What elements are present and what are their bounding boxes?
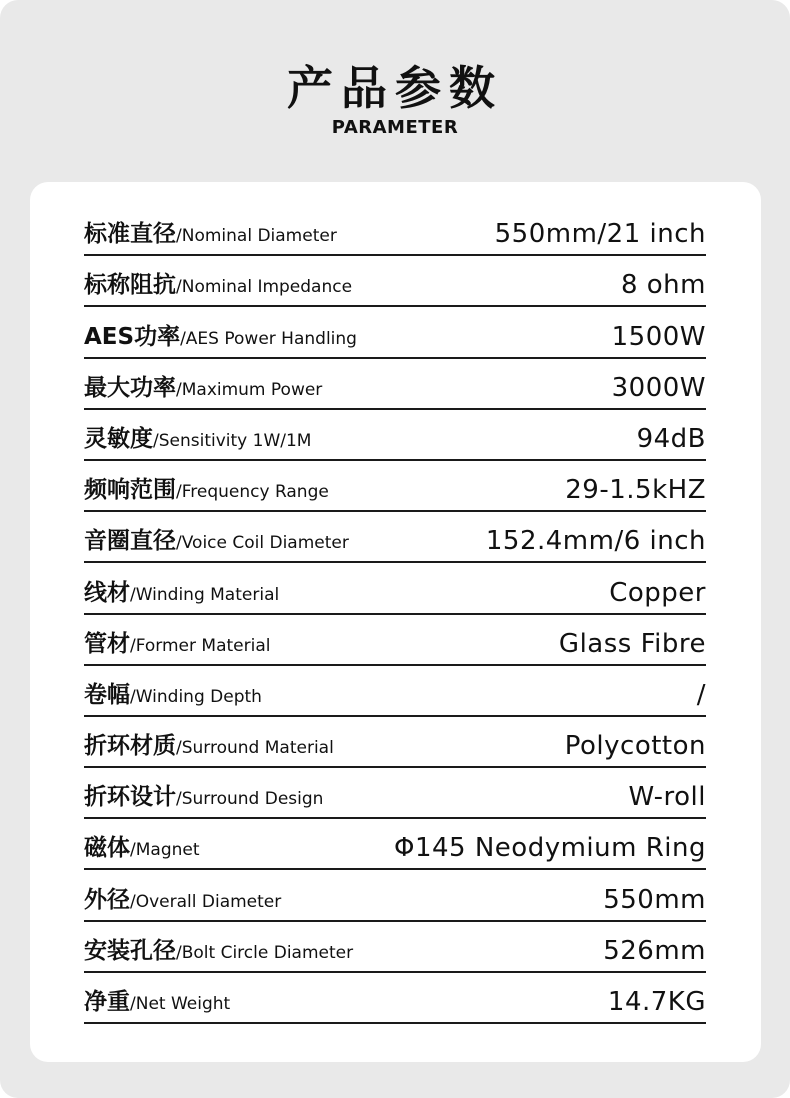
parameter-table [84, 205, 706, 1024]
param-label-en: /Winding Depth [130, 686, 262, 707]
param-label-zh: 线材 [84, 579, 130, 606]
param-value: Φ145 Neodymium Ring [394, 833, 706, 864]
param-value: 14.7KG [607, 987, 706, 1017]
param-row [84, 307, 706, 358]
param-label-en: /Frequency Range [176, 482, 329, 503]
param-label [84, 932, 353, 971]
param-label [84, 625, 270, 664]
param-label-zh: 外径 [84, 886, 130, 913]
param-value: 152.4mm/6 inch [485, 526, 706, 557]
param-label [84, 778, 323, 817]
param-value: W-roll [628, 782, 706, 813]
param-label [84, 522, 349, 561]
param-row [84, 615, 706, 666]
param-row [84, 819, 706, 870]
param-value: 550mm [603, 884, 706, 915]
param-label [84, 420, 311, 459]
param-value: 526mm [603, 935, 706, 966]
param-label-en: /Maximum Power [176, 379, 323, 400]
param-label [84, 471, 329, 510]
param-label-en: /Sensitivity 1W/1M [153, 430, 312, 451]
param-label [84, 881, 281, 920]
param-value: Polycotton [564, 731, 706, 762]
param-value: / [696, 679, 706, 710]
param-label-zh: 标准直径 [84, 221, 176, 248]
param-label-zh: 灵敏度 [84, 425, 153, 452]
param-label-zh: 管材 [84, 630, 130, 657]
param-row [84, 666, 706, 717]
param-value: 8 ohm [620, 270, 706, 301]
param-label-zh: 频响范围 [84, 477, 176, 504]
param-label-en: /Voice Coil Diameter [176, 533, 349, 554]
param-row [84, 256, 706, 307]
param-label-zh: 折环设计 [84, 784, 176, 811]
param-row [84, 461, 706, 512]
param-label-zh: 净重 [84, 989, 130, 1015]
param-label-en: /Nominal Impedance [176, 277, 353, 298]
param-label-zh: 安装孔径 [84, 937, 176, 964]
param-row [84, 512, 706, 563]
param-label [84, 983, 230, 1022]
param-row [84, 922, 706, 973]
param-value: 3000W [611, 372, 706, 403]
param-value: Glass Fibre [558, 628, 706, 659]
param-label-en: /Winding Material [130, 584, 280, 605]
page-subtitle: PARAMETER [331, 117, 459, 138]
param-value: 1500W [611, 321, 706, 352]
param-label-zh: 卷幅 [84, 681, 130, 708]
param-label-en: /AES Power Handling [180, 328, 357, 349]
param-label-en: /Surround Material [176, 738, 334, 759]
param-label-zh: 磁体 [84, 835, 130, 862]
param-value: Copper [609, 577, 706, 608]
param-row [84, 410, 706, 461]
param-label-zh: AES功率 [84, 323, 181, 350]
parameter-card [30, 182, 761, 1062]
param-value: 94dB [636, 423, 706, 454]
param-row [84, 563, 706, 614]
param-label [84, 318, 357, 357]
param-label-en: /Former Material [130, 635, 271, 656]
param-row [84, 768, 706, 819]
param-label-en: /Bolt Circle Diameter [176, 942, 354, 963]
param-label-zh: 标称阻抗 [84, 272, 176, 299]
param-label-zh: 音圈直径 [84, 528, 176, 555]
param-label [84, 266, 352, 305]
param-row [84, 717, 706, 768]
param-label-en: /Nominal Diameter [176, 226, 337, 247]
param-row [84, 870, 706, 921]
param-label [84, 215, 337, 254]
param-label [84, 369, 322, 408]
param-label [84, 829, 200, 868]
param-label-en: /Magnet [130, 840, 200, 861]
param-value: 29-1.5kHZ [565, 475, 706, 506]
param-label [84, 574, 279, 613]
param-label-en: /Surround Design [176, 789, 324, 810]
param-row [84, 973, 706, 1024]
param-value: 550mm/21 inch [494, 219, 706, 250]
param-label [84, 727, 334, 766]
param-row [84, 205, 706, 256]
param-row [84, 359, 706, 410]
param-label-en: /Overall Diameter [130, 891, 282, 912]
page-title: 产品参数 [287, 61, 503, 115]
param-label-zh: 折环材质 [84, 733, 176, 760]
param-label-en: /Net Weight [130, 994, 231, 1014]
param-label-zh: 最大功率 [84, 374, 176, 401]
param-label [84, 676, 262, 715]
